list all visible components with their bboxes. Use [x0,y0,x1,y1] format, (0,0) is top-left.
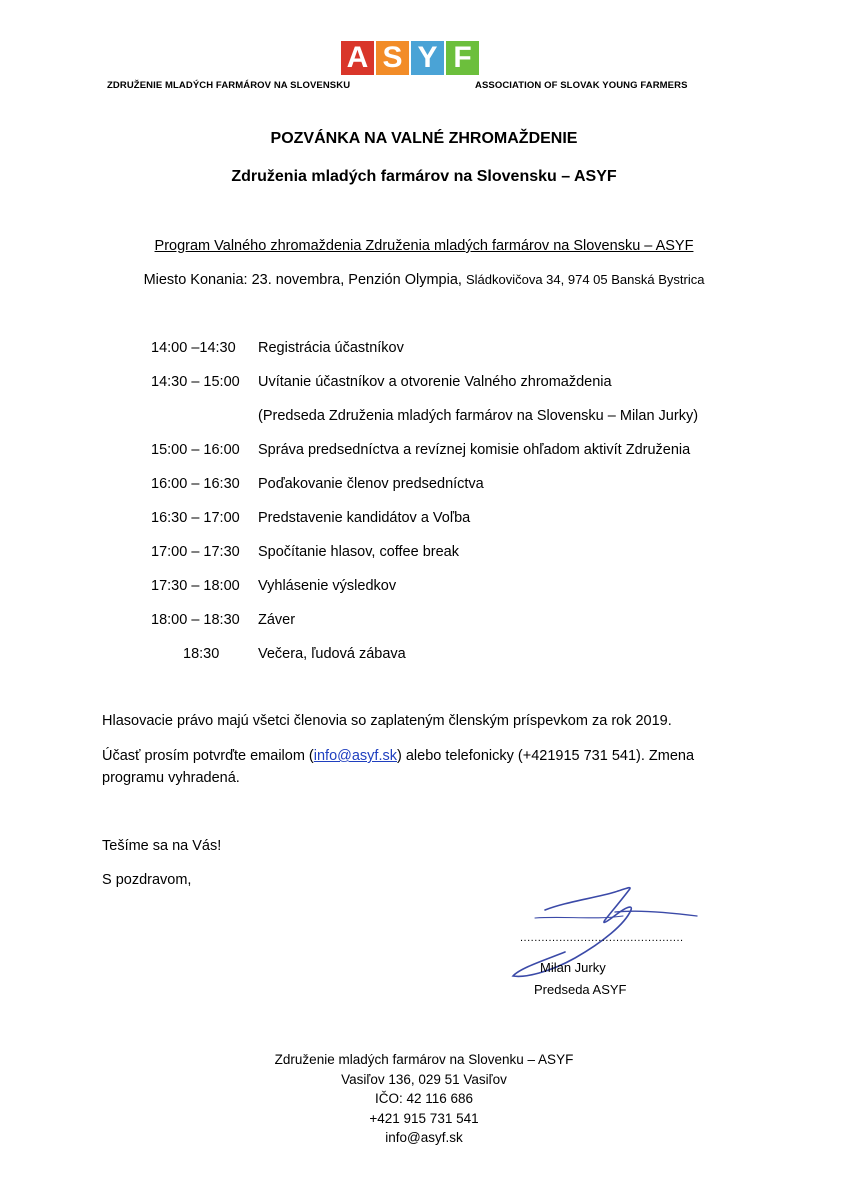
confirmation-paragraph [102,745,752,789]
schedule-time: 17:30 – 18:00 [151,578,240,594]
confirm-text-before: Účasť prosím potvrďte emailom ( [102,748,314,764]
schedule-time: 14:00 –14:30 [151,340,236,356]
footer-address: Vasiľov 136, 029 51 Vasiľov [341,1071,507,1087]
org-name-sk: ZDRUŽENIE MLADÝCH FARMÁROV NA SLOVENSKU [107,80,351,91]
footer-org-name: Združenie mladých farmárov na Slovenku – ASYF [274,1052,574,1067]
email-link[interactable]: info@asyf.sk [313,748,397,764]
schedule-description: Poďakovanie členov predsedníctva [258,476,484,492]
program-heading [0,238,848,254]
invitation-title: POZVÁNKA NA VALNÉ ZHROMAŽDENIE [270,130,578,147]
signature-line: .............................................. [520,932,684,944]
closing-greeting: Tešíme sa na Vás! [102,838,222,854]
logo-letter-a: A [341,41,374,75]
salutation: S pozdravom, [102,872,192,888]
venue-address: Sládkovičova 34, 974 05 Banská Bystrica [465,272,705,287]
schedule-description: Záver [258,612,296,628]
schedule-description: Správa predsedníctva a revíznej komisie ohľadom aktivít Združenia [258,442,691,458]
footer-phone: +421 915 731 541 [369,1110,479,1126]
invitation-subtitle: Združenia mladých farmárov na Slovensku – ASYF [231,168,617,185]
schedule-description: Večera, ľudová zábava [258,646,406,662]
schedule-time: 15:00 – 16:00 [151,442,240,458]
org-name-en: ASSOCIATION OF SLOVAK YOUNG FARMERS [475,80,688,91]
schedule-time: 18:00 – 18:30 [151,612,240,628]
voting-rights-paragraph: Hlasovacie právo majú všetci členovia so zaplateným členským príspevkom za rok 2019. [102,713,672,729]
logo-letter-y: Y [411,41,444,75]
schedule-time: 16:30 – 17:00 [151,510,240,526]
schedule-time: 16:00 – 16:30 [151,476,240,492]
footer-email: info@asyf.sk [385,1130,463,1145]
program-heading-text: Program Valného zhromaždenia Združenia mladých farmárov na Slovensku – ASYF [154,238,694,254]
logo-letter-s: S [376,41,409,75]
schedule-time: 17:00 – 17:30 [151,544,240,560]
schedule-description: Uvítanie účastníkov a otvorenie Valného zhromaždenia [258,374,612,390]
schedule-description: Predstavenie kandidátov a Voľba [258,510,471,526]
schedule-description: (Predseda Združenia mladých farmárov na Slovensku – Milan Jurky) [258,408,699,424]
schedule-description: Vyhlásenie výsledkov [258,578,397,594]
footer-contact [0,1050,848,1148]
signer-name: Milan Jurky [540,960,606,975]
venue-line [0,272,848,288]
schedule-description: Registrácia účastníkov [258,340,404,356]
venue-label: Miesto Konania: 23. novembra, Penzión Olympia, [143,272,462,288]
schedule-time: 18:30 [183,646,220,662]
signer-role: Predseda ASYF [534,982,627,997]
schedule-description: Spočítanie hlasov, coffee break [258,544,459,560]
schedule-time: 14:30 – 15:00 [151,374,240,390]
logo-letter-f: F [446,41,479,75]
footer-ico: IČO: 42 116 686 [374,1091,474,1106]
asyf-logo [341,41,479,75]
confirm-text-after: ) alebo telefonicky (+421915 731 541). Zmena programu vyhradená. [102,748,695,786]
